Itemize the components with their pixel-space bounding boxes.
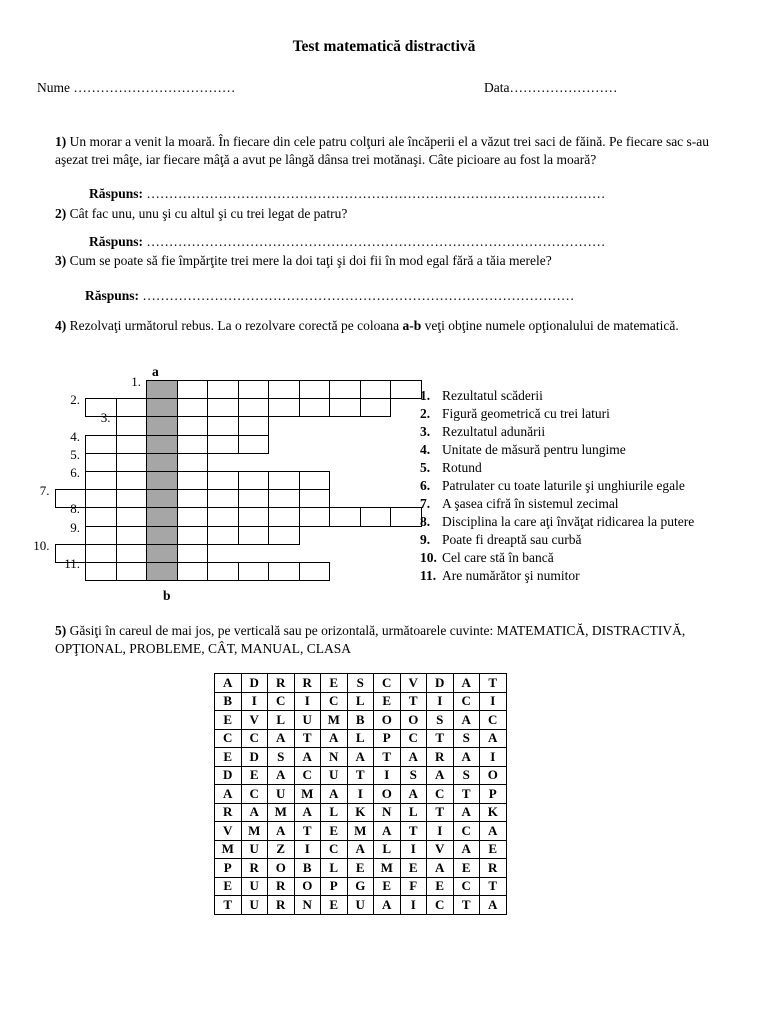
crossword-cell	[177, 453, 209, 472]
crossword-cell	[116, 489, 148, 508]
crossword-cell	[299, 489, 331, 508]
word-search-cell: N	[294, 896, 321, 915]
crossword-cell	[238, 489, 270, 508]
word-search-cell: M	[374, 859, 401, 878]
word-search-cell: L	[268, 711, 295, 730]
crossword-cell	[360, 507, 392, 526]
word-search-cell: B	[215, 692, 242, 711]
crossword-cell	[116, 398, 148, 417]
word-search-cell: C	[321, 692, 348, 711]
word-search-cell: A	[400, 785, 427, 804]
crossword-clue: 3. Rezultatul adunării	[420, 424, 546, 439]
crossword-cell	[207, 489, 239, 508]
word-search-cell: E	[347, 859, 374, 878]
word-search-cell: C	[241, 729, 268, 748]
crossword-clue: 9. Poate fi dreaptă sau curbă	[420, 532, 582, 547]
word-search-cell: D	[215, 766, 242, 785]
word-search-cell: I	[427, 822, 454, 841]
question-text: Cum se poate să fie împărţite trei mere la doi taţi şi doi fii în mod egal fără a tăia merele?	[69, 253, 552, 268]
crossword-cell	[85, 544, 117, 563]
word-search-cell: O	[480, 766, 507, 785]
word-search-cell: S	[453, 729, 480, 748]
crossword-cell	[268, 398, 300, 417]
word-search-cell: A	[241, 803, 268, 822]
question-text: Cât fac unu, unu şi cu altul şi cu trei legat de patru?	[69, 206, 348, 221]
crossword-cell	[207, 526, 239, 545]
word-search-cell: A	[453, 803, 480, 822]
word-search-cell: U	[347, 896, 374, 915]
question-1	[55, 133, 725, 169]
word-search-cell: L	[347, 729, 374, 748]
crossword-cell	[207, 507, 239, 526]
crossword-cell	[390, 380, 422, 399]
word-search-cell: U	[268, 785, 295, 804]
word-search-cell: A	[215, 785, 242, 804]
crossword-row-number: 1.	[131, 374, 141, 389]
word-search-cell: A	[294, 748, 321, 767]
word-search-cell: E	[321, 896, 348, 915]
word-search-cell: I	[347, 785, 374, 804]
crossword-cell	[268, 562, 300, 581]
crossword-row-number: 2.	[70, 392, 80, 408]
word-search-cell: C	[453, 877, 480, 896]
column-label-a: a	[152, 364, 159, 379]
crossword-key-cell	[146, 507, 178, 526]
crossword-cell	[299, 380, 331, 399]
crossword-cell	[85, 526, 117, 545]
word-search-cell: L	[321, 859, 348, 878]
word-search-cell: G	[347, 877, 374, 896]
crossword-key-cell	[146, 471, 178, 490]
question-number: 3)	[55, 253, 67, 268]
word-search-cell: T	[294, 822, 321, 841]
word-search-row	[215, 711, 507, 730]
word-search-cell: C	[427, 785, 454, 804]
word-search-cell: U	[241, 896, 268, 915]
word-search-cell: L	[321, 803, 348, 822]
word-search-row	[215, 822, 507, 841]
crossword-cell	[329, 380, 361, 399]
word-search-cell: A	[427, 766, 454, 785]
answer-line-3: Răspuns: ……………………………………………………………………………………	[85, 288, 575, 303]
word-search-cell: N	[321, 748, 348, 767]
word-search-cell: M	[294, 785, 321, 804]
crossword-cell	[207, 398, 239, 417]
crossword-clue: 8. Disciplina la care aţi învăţat ridicarea la putere	[420, 514, 695, 529]
crossword-clue: 10. Cel care stă în bancă	[420, 550, 554, 565]
question-2	[55, 205, 725, 223]
word-search-cell: T	[480, 674, 507, 693]
crossword-cell	[299, 471, 331, 490]
word-search-cell: S	[347, 674, 374, 693]
answer-line-1: Răspuns: …………………………………………………………………………………………	[89, 186, 606, 201]
crossword-cell	[116, 562, 148, 581]
word-search-cell: I	[480, 748, 507, 767]
word-search-cell: D	[427, 674, 454, 693]
crossword-cell	[177, 416, 209, 435]
crossword-row-number: 4.	[70, 428, 80, 444]
crossword-cell	[360, 398, 392, 417]
word-search-cell: E	[427, 877, 454, 896]
word-search-cell: L	[374, 840, 401, 859]
crossword-cell	[85, 489, 117, 508]
word-search-cell: C	[268, 692, 295, 711]
word-search-row	[215, 840, 507, 859]
word-search-row	[215, 692, 507, 711]
word-search-cell: R	[215, 803, 242, 822]
question-text: Un morar a venit la moară. În fiecare din cele patru colţuri ale încăperii el a văzut trei saci de făină. Pe fiecare sac s-au aşezat trei mâţe, iar fiecare mâţă a avut pe lângă dânsa trei motănaşi. Câte picioare au fost la moară?	[55, 134, 710, 167]
word-search-row	[215, 674, 507, 693]
word-search-cell: T	[374, 748, 401, 767]
word-search-cell: E	[453, 859, 480, 878]
crossword-cell	[268, 489, 300, 508]
word-search-row	[215, 859, 507, 878]
word-search-cell: S	[400, 766, 427, 785]
question-text: Găsiţi în careul de mai jos, pe verticală sau pe orizontală, următoarele cuvinte: MATEMATICĂ, DISTRACTIVĂ, OPŢIONAL, PROBLEME, CÂT, MANUAL, CLASA	[55, 623, 686, 656]
crossword-row-number: 11.	[64, 556, 80, 571]
word-search-grid	[214, 673, 507, 915]
crossword-cell	[177, 562, 209, 581]
word-search-cell: R	[294, 674, 321, 693]
word-search-row	[215, 803, 507, 822]
word-search-cell: I	[374, 766, 401, 785]
question-number: 5)	[55, 623, 67, 638]
word-search-cell: R	[268, 896, 295, 915]
crossword-cell	[299, 562, 331, 581]
word-search-cell: T	[215, 896, 242, 915]
word-search-cell: U	[241, 840, 268, 859]
word-search-cell: A	[268, 822, 295, 841]
question-5	[55, 622, 725, 658]
crossword-cell	[329, 398, 361, 417]
word-search-cell: A	[268, 729, 295, 748]
word-search-cell: T	[453, 785, 480, 804]
word-search-cell: E	[215, 711, 242, 730]
crossword-cell	[85, 435, 117, 454]
word-search-cell: A	[480, 822, 507, 841]
word-search-cell: A	[480, 896, 507, 915]
word-search-cell: A	[453, 711, 480, 730]
crossword-cell	[238, 380, 270, 399]
word-search-cell: V	[215, 822, 242, 841]
word-search-cell: E	[215, 748, 242, 767]
crossword-cell	[268, 526, 300, 545]
crossword-cell	[299, 398, 331, 417]
crossword-cell	[207, 380, 239, 399]
word-search-cell: E	[480, 840, 507, 859]
word-search-cell: T	[400, 822, 427, 841]
word-search-cell: B	[347, 711, 374, 730]
crossword-cell	[177, 380, 209, 399]
word-search-cell: E	[241, 766, 268, 785]
word-search-cell: M	[321, 711, 348, 730]
word-search-cell: U	[321, 766, 348, 785]
word-search-cell: E	[321, 822, 348, 841]
word-search-cell: T	[453, 896, 480, 915]
word-search-row	[215, 785, 507, 804]
crossword-cell	[177, 507, 209, 526]
word-search-cell: A	[268, 766, 295, 785]
crossword-key-cell	[146, 398, 178, 417]
word-search-cell: E	[374, 877, 401, 896]
crossword-cell	[85, 507, 117, 526]
word-search-cell: P	[480, 785, 507, 804]
word-search-cell: A	[321, 785, 348, 804]
crossword-cell	[238, 471, 270, 490]
crossword-cell	[85, 562, 117, 581]
word-search-cell: F	[400, 877, 427, 896]
crossword-cell	[207, 562, 239, 581]
word-search-cell: E	[215, 877, 242, 896]
crossword-key-cell	[146, 544, 178, 563]
word-search-cell: A	[347, 840, 374, 859]
word-search-cell: T	[347, 766, 374, 785]
word-search-cell: S	[427, 711, 454, 730]
crossword-cell	[116, 526, 148, 545]
word-search-cell: C	[453, 822, 480, 841]
word-search-cell: L	[400, 803, 427, 822]
crossword-cell	[390, 507, 422, 526]
crossword-cell	[116, 471, 148, 490]
word-search-cell: T	[400, 692, 427, 711]
crossword-cell	[177, 471, 209, 490]
crossword-cell	[238, 507, 270, 526]
word-search-cell: C	[294, 766, 321, 785]
crossword-row-number: 5.	[70, 446, 80, 462]
word-search-cell: I	[241, 692, 268, 711]
crossword-cell	[238, 435, 270, 454]
word-search-cell: E	[374, 692, 401, 711]
word-search-row	[215, 748, 507, 767]
crossword-cell	[116, 507, 148, 526]
word-search-cell: C	[374, 674, 401, 693]
crossword-cell	[85, 453, 117, 472]
word-search-cell: C	[427, 896, 454, 915]
word-search-cell: C	[241, 785, 268, 804]
word-search-cell: A	[294, 803, 321, 822]
crossword-cell	[207, 435, 239, 454]
word-search-cell: A	[321, 729, 348, 748]
word-search-cell: M	[215, 840, 242, 859]
crossword-row-number: 7.	[39, 483, 50, 499]
word-search-cell: A	[453, 674, 480, 693]
word-search-cell: I	[480, 692, 507, 711]
word-search-row	[215, 896, 507, 915]
word-search-cell: A	[453, 748, 480, 767]
word-search-cell: T	[427, 803, 454, 822]
column-label-b: b	[163, 588, 171, 603]
word-search-cell: R	[268, 877, 295, 896]
crossword-cell	[207, 471, 239, 490]
word-search-cell: T	[294, 729, 321, 748]
crossword-row-number: 8.	[70, 501, 80, 517]
crossword-key-cell	[146, 562, 178, 581]
crossword-clue: 2. Figură geometrică cu trei laturi	[420, 406, 610, 421]
question-number: 2)	[55, 206, 67, 221]
crossword-cell	[360, 380, 392, 399]
answer-line-2: Răspuns: …………………………………………………………………………………………	[89, 234, 606, 249]
crossword-cell	[177, 398, 209, 417]
word-search-cell: C	[400, 729, 427, 748]
word-search-row	[215, 729, 507, 748]
crossword-cell	[177, 544, 209, 563]
crossword-cell	[238, 526, 270, 545]
crossword-cell	[329, 507, 361, 526]
crossword-clue: 5. Rotund	[420, 460, 482, 475]
word-search-cell: I	[400, 840, 427, 859]
word-search-cell: V	[400, 674, 427, 693]
crossword-cell	[116, 416, 148, 435]
word-search-cell: T	[427, 729, 454, 748]
word-search-cell: M	[241, 822, 268, 841]
crossword-cell	[177, 435, 209, 454]
word-search-cell: V	[427, 840, 454, 859]
word-search-cell: A	[215, 674, 242, 693]
crossword-key-cell	[146, 380, 178, 399]
crossword-cell	[268, 471, 300, 490]
word-search-row	[215, 766, 507, 785]
word-search-cell: E	[400, 859, 427, 878]
crossword-key-cell	[146, 526, 178, 545]
word-search-cell: P	[321, 877, 348, 896]
word-search-cell: O	[400, 711, 427, 730]
word-search-cell: R	[427, 748, 454, 767]
word-search-cell: O	[268, 859, 295, 878]
crossword-cell	[238, 398, 270, 417]
word-search-cell: I	[427, 692, 454, 711]
question-4: 4) Rezolvaţi următorul rebus. La o rezolvare corectă pe coloana a-b veţi obţine numele opţionalului de matematică.	[55, 318, 679, 333]
word-search-cell: R	[268, 674, 295, 693]
word-search-row	[215, 877, 507, 896]
word-search-cell: A	[427, 859, 454, 878]
crossword-key-cell	[146, 435, 178, 454]
word-search-cell: I	[294, 840, 321, 859]
crossword-cell	[177, 489, 209, 508]
word-search-cell: A	[480, 729, 507, 748]
word-search-cell: O	[294, 877, 321, 896]
word-search-cell: Z	[268, 840, 295, 859]
word-search-cell: I	[294, 692, 321, 711]
word-search-cell: D	[241, 674, 268, 693]
word-search-cell: B	[294, 859, 321, 878]
word-search-cell: R	[241, 859, 268, 878]
word-search-cell: A	[374, 822, 401, 841]
crossword-cell	[116, 453, 148, 472]
crossword-clue: 1. Rezultatul scăderii	[420, 388, 543, 403]
crossword-cell	[85, 471, 117, 490]
word-search-cell: O	[374, 711, 401, 730]
word-search-cell: A	[453, 840, 480, 859]
word-search-cell: C	[215, 729, 242, 748]
crossword-key-cell	[146, 416, 178, 435]
word-search-cell: I	[400, 896, 427, 915]
word-search-cell: S	[268, 748, 295, 767]
crossword-row-number: 6.	[70, 465, 80, 480]
word-search-cell: L	[347, 692, 374, 711]
word-search-cell: V	[241, 711, 268, 730]
crossword-cell	[238, 416, 270, 435]
page-title: Test matematică distractivă	[292, 38, 476, 55]
word-search-cell: K	[480, 803, 507, 822]
crossword-row-number: 3.	[100, 410, 111, 426]
crossword-clue: 6. Patrulater cu toate laturile şi unghiurile egale	[420, 478, 685, 493]
question-3	[55, 252, 725, 270]
crossword-key-cell	[146, 489, 178, 508]
word-search-cell: D	[241, 748, 268, 767]
crossword-row-number: 9.	[70, 519, 80, 535]
word-search-cell: M	[268, 803, 295, 822]
date-field: Data……………………	[484, 80, 618, 95]
word-search-cell: A	[374, 896, 401, 915]
word-search-cell: S	[453, 766, 480, 785]
word-search-cell: U	[241, 877, 268, 896]
crossword-cell	[299, 507, 331, 526]
question-number: 4)	[55, 318, 67, 333]
word-search-cell: A	[400, 748, 427, 767]
crossword-clue: 7. A şasea cifră în sistemul zecimal	[420, 496, 619, 511]
word-search-cell: M	[347, 822, 374, 841]
question-number: 1)	[55, 134, 67, 149]
crossword-cell	[116, 435, 148, 454]
word-search-cell: C	[321, 840, 348, 859]
crossword-cell	[116, 544, 148, 563]
crossword-clue: 11. Are numărător şi numitor	[420, 568, 580, 583]
crossword-cell	[207, 416, 239, 435]
crossword-clue: 4. Unitate de măsură pentru lungime	[420, 442, 626, 457]
word-search-cell: P	[374, 729, 401, 748]
word-search-cell: K	[347, 803, 374, 822]
crossword-row-number: 10.	[33, 537, 50, 553]
word-search-cell: C	[453, 692, 480, 711]
crossword-cell	[268, 380, 300, 399]
word-search-cell: A	[347, 748, 374, 767]
word-search-cell: U	[294, 711, 321, 730]
crossword-cell	[177, 526, 209, 545]
crossword-cell	[268, 507, 300, 526]
word-search-cell: N	[374, 803, 401, 822]
crossword-key-cell	[146, 453, 178, 472]
word-search-cell: O	[374, 785, 401, 804]
word-search-cell: E	[321, 674, 348, 693]
crossword-cell	[238, 562, 270, 581]
word-search-cell: C	[480, 711, 507, 730]
word-search-cell: P	[215, 859, 242, 878]
name-field: Nume ………………………………	[37, 80, 236, 95]
word-search-cell: R	[480, 859, 507, 878]
word-search-cell: T	[480, 877, 507, 896]
